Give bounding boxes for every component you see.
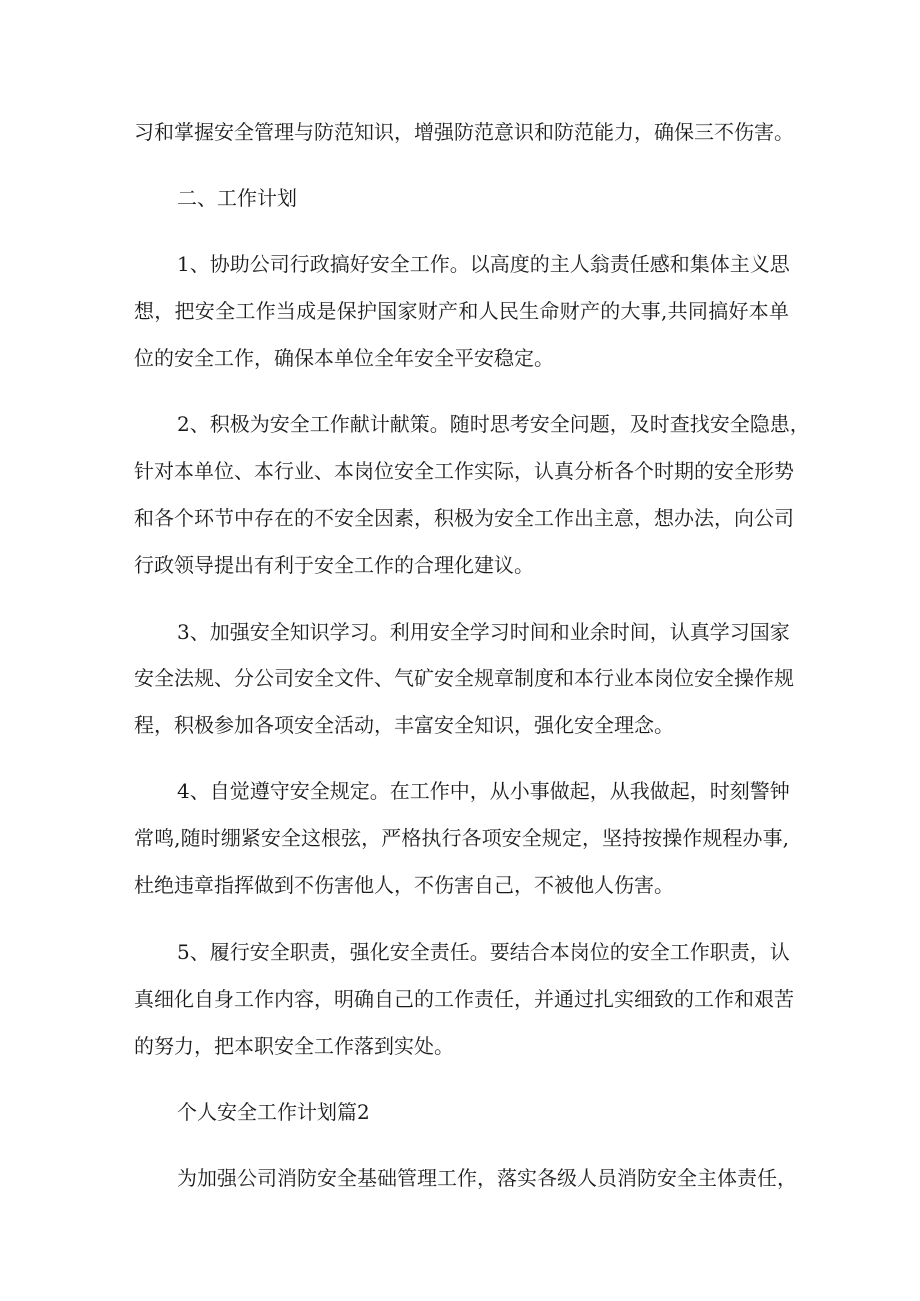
item-4-line-3: 杜绝违章指挥做到不伤害他人，不伤害自己，不被他人伤害。 — [134, 873, 674, 897]
item-3-line-1: 3、加强安全知识学习。利用安全学习时间和业余时间，认真学习国家 — [177, 620, 790, 644]
article-2-line-1: 为加强公司消防安全基础管理工作，落实各级人员消防安全主体责任， — [177, 1166, 797, 1190]
item-4-line-2: 常鸣,随时绷紧安全这根弦，严格执行各项安全规定，坚持按操作规程办事, — [134, 826, 789, 850]
item-2-line-1: 2、积极为安全工作献计献策。随时思考安全问题，及时查找安全隐患， — [177, 412, 810, 436]
item-5-line-3: 的努力，把本职安全工作落到实处。 — [134, 1034, 454, 1058]
item-1-line-2: 想，把安全工作当成是保护国家财产和人民生命财产的大事,共同搞好本单 — [134, 299, 789, 323]
item-2-line-4: 行政领导提出有利于安全工作的合理化建议。 — [134, 553, 534, 577]
intro-tail-line: 习和掌握安全管理与防范知识，增强防范意识和防范能力，确保三不伤害。 — [134, 120, 794, 144]
item-1-line-1: 1、协助公司行政搞好安全工作。以高度的主人翁责任感和集体主义思 — [177, 252, 790, 276]
item-3-line-3: 程，积极参加各项安全活动，丰富安全知识，强化安全理念。 — [134, 713, 674, 737]
section-heading: 二、工作计划 — [177, 186, 297, 210]
item-4-line-1: 4、自觉遵守安全规定。在工作中，从小事做起，从我做起，时刻警钟 — [177, 779, 790, 803]
item-2-line-2: 针对本单位、本行业、本岗位安全工作实际，认真分析各个时期的安全形势 — [134, 459, 794, 483]
item-5-line-2: 真细化自身工作内容，明确自己的工作责任，并通过扎实细致的工作和艰苦 — [134, 987, 794, 1011]
item-2-line-3: 和各个环节中存在的不安全因素，积极为安全工作出主意，想办法，向公司 — [134, 506, 794, 530]
item-1-line-3: 位的安全工作，确保本单位全年安全平安稳定。 — [134, 346, 554, 370]
item-5-line-1: 5、履行安全职责，强化安全责任。要结合本岗位的安全工作职责，认 — [177, 940, 790, 964]
article-2-title: 个人安全工作计划篇2 — [177, 1100, 370, 1124]
item-3-line-2: 安全法规、分公司安全文件、气矿安全规章制度和本行业本岗位安全操作规 — [134, 666, 794, 690]
